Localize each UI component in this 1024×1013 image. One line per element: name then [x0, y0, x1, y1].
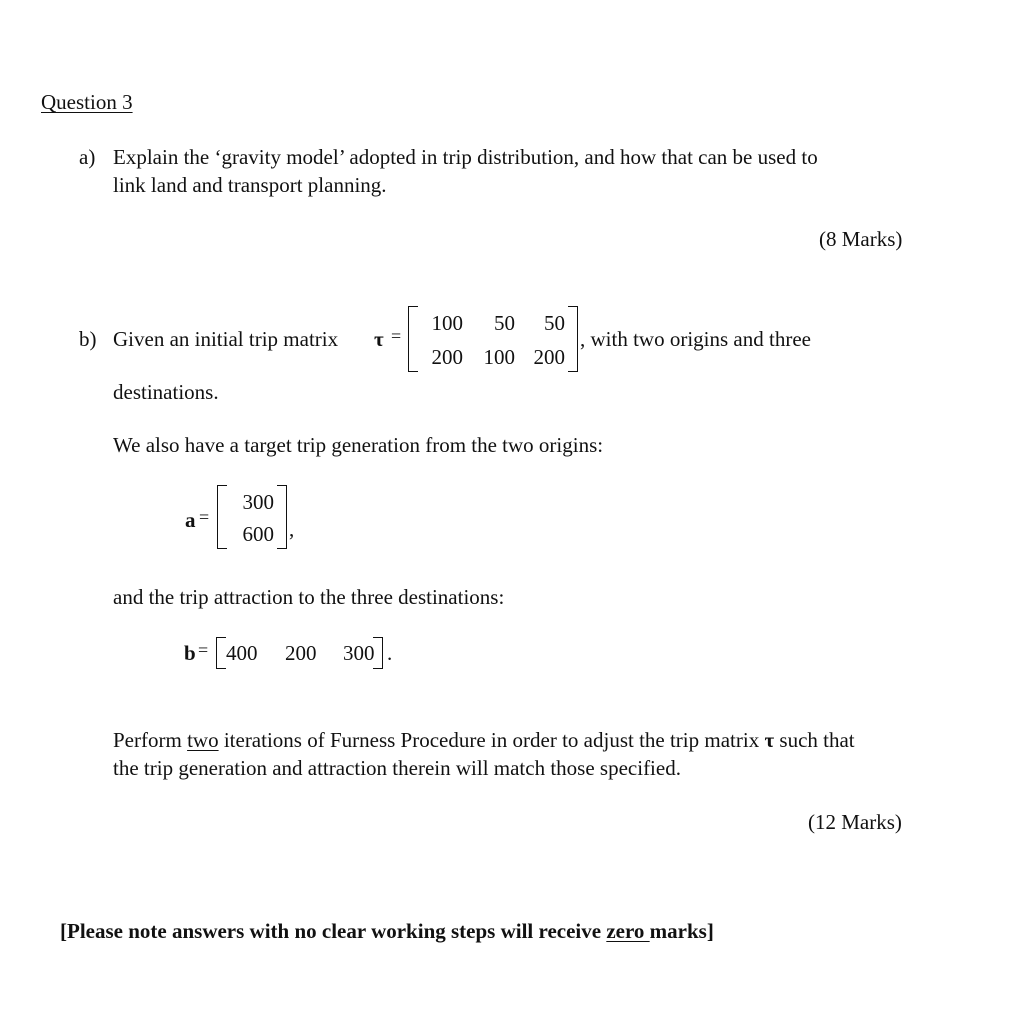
note-after: marks]	[649, 919, 714, 943]
b-right-bracket	[373, 637, 383, 669]
part-b-label: b)	[79, 327, 97, 351]
tau-cell-1-1: 100	[431, 311, 463, 335]
perform-line2: the trip generation and attraction therein will match those specified.	[113, 756, 681, 780]
generation-sentence: We also have a target trip generation from the two origins:	[113, 433, 604, 457]
a-equals: =	[199, 507, 210, 527]
a-symbol: a	[185, 508, 196, 532]
note-before: [Please note answers with no clear working steps will receive	[60, 919, 602, 943]
part-a-marks: (8 Marks)	[819, 227, 903, 251]
b-cell-1: 400	[226, 641, 258, 665]
b-cell-2: 200	[285, 641, 317, 665]
part-b-intro-after: , with two origins and three	[580, 327, 811, 351]
part-a-line2: link land and transport planning.	[113, 173, 387, 197]
tau-symbol: τ	[374, 327, 384, 351]
perform-end: such that	[779, 728, 855, 752]
a-trailing-comma: ,	[289, 517, 295, 541]
vector-right-bracket	[277, 485, 287, 549]
matrix-right-bracket	[568, 306, 578, 372]
perform-before: Perform	[113, 728, 182, 752]
b-equals: =	[198, 640, 209, 660]
tau-matrix	[408, 306, 578, 372]
tau-cell-1-2: 50	[494, 311, 515, 335]
tau-cell-2-1: 200	[431, 345, 463, 369]
matrix-left-bracket	[408, 306, 418, 372]
b-trailing-period: .	[387, 641, 393, 665]
tau-cell-2-3: 200	[533, 345, 565, 369]
a-vector	[217, 485, 287, 549]
vector-left-bracket	[217, 485, 227, 549]
attraction-sentence: and the trip attraction to the three destinations:	[113, 585, 505, 609]
note	[60, 918, 714, 944]
question-title: Question 3	[41, 90, 133, 114]
perform-tau: τ	[764, 728, 775, 752]
note-zero: zero	[606, 919, 650, 943]
b-symbol: b	[184, 641, 196, 665]
part-b-intro-cont: destinations.	[113, 380, 219, 404]
b-cell-3: 300	[343, 641, 375, 665]
perform-two: two	[187, 728, 219, 752]
tau-cell-2-2: 100	[483, 345, 515, 369]
perform-after: iterations of Furness Procedure in order to adjust the trip matrix	[223, 728, 760, 752]
a-cell-2: 600	[242, 522, 274, 546]
perform-line1	[113, 727, 855, 753]
part-b-marks: (12 Marks)	[808, 810, 902, 834]
a-cell-1: 300	[242, 490, 274, 514]
part-b-intro: Given an initial trip matrix	[113, 327, 339, 351]
tau-cell-1-3: 50	[544, 311, 565, 335]
part-a-label: a)	[79, 145, 96, 169]
b-left-bracket	[216, 637, 226, 669]
tau-equals: =	[391, 326, 402, 346]
part-a-line1: Explain the ‘gravity model’ adopted in trip distribution, and how that can be used to	[113, 145, 818, 169]
